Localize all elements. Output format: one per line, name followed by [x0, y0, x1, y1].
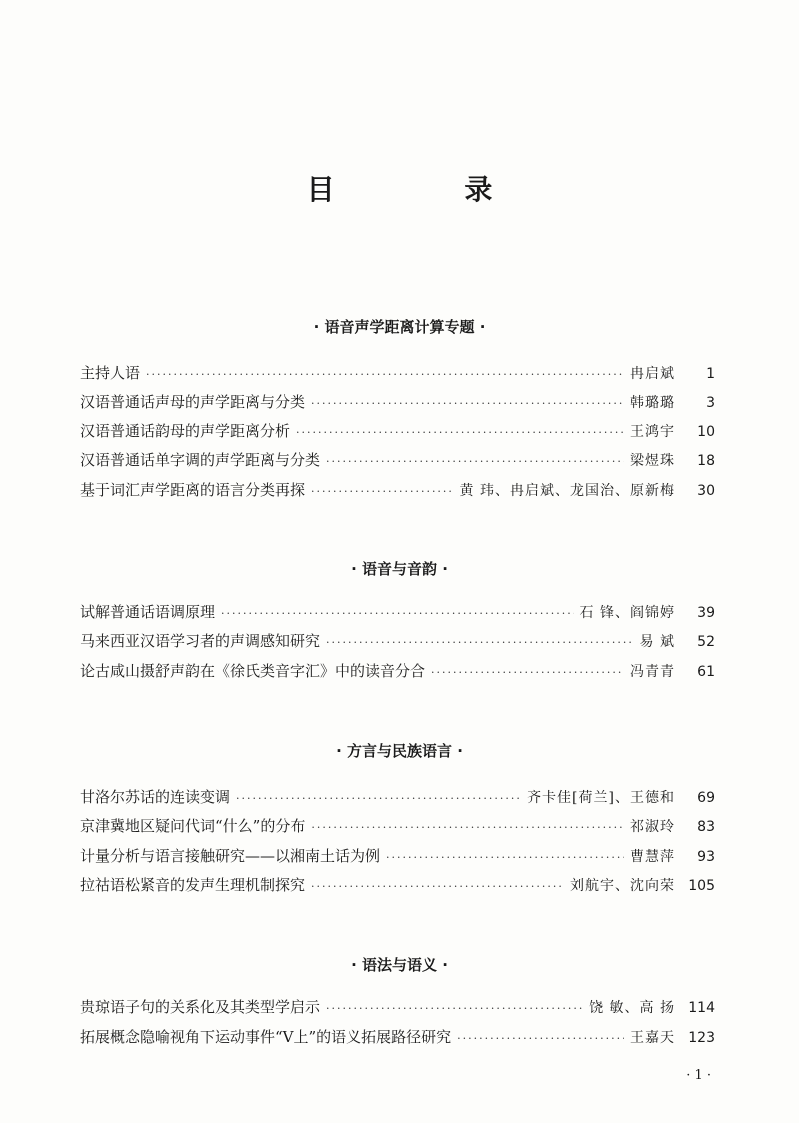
entry-title: 论古咸山摄舒声韵在《徐氏类音字汇》中的读音分合 — [80, 662, 426, 680]
entry-title: 计量分析与语言接触研究——以湘南土话为例 — [80, 847, 381, 865]
leader-dots — [326, 1002, 583, 1015]
entry-page: 18 — [697, 453, 715, 469]
entry-author: 祁淑玲 — [630, 819, 675, 835]
page-title: 目 录 — [306, 173, 553, 206]
entry-title: 贵琼语子句的关系化及其类型学启示 — [80, 998, 321, 1016]
leader-dots — [431, 666, 624, 679]
leader-dots — [311, 485, 454, 498]
toc-entry[interactable] — [80, 786, 715, 808]
entry-page: 123 — [688, 1030, 715, 1046]
entry-author: 石 锋、阎锦婷 — [579, 605, 675, 621]
toc-entry[interactable] — [80, 660, 715, 682]
entry-author: 冉启斌 — [630, 366, 675, 382]
leader-dots — [311, 880, 564, 893]
entry-title: 汉语普通话声母的声学距离与分类 — [80, 393, 306, 411]
entry-title: 主持人语 — [80, 364, 141, 382]
section-heading: · 语音声学距离计算专题 · — [313, 318, 486, 336]
entry-page: 105 — [688, 878, 715, 894]
section-heading: · 语法与语义 · — [351, 956, 448, 974]
section-heading: · 方言与民族语言 · — [336, 742, 463, 760]
entry-title: 拓展概念隐喻视角下运动事件“V上”的语义拓展路径研究 — [80, 1028, 452, 1046]
leader-dots — [386, 851, 624, 864]
leader-dots — [296, 426, 624, 439]
toc-entry[interactable] — [80, 479, 715, 501]
toc-entry[interactable] — [80, 449, 715, 471]
entry-author: 王鸿宇 — [630, 424, 675, 440]
leader-dots — [221, 607, 574, 620]
leader-dots — [326, 636, 634, 649]
entry-page: 93 — [697, 849, 715, 865]
entry-page: 61 — [697, 664, 715, 680]
toc-entry[interactable] — [80, 996, 715, 1018]
toc-entry[interactable] — [80, 601, 715, 623]
toc-entry[interactable] — [80, 630, 715, 652]
entry-author: 韩璐璐 — [630, 395, 675, 411]
toc-entry[interactable] — [80, 362, 715, 384]
toc-entry[interactable] — [80, 845, 715, 867]
leader-dots — [457, 1032, 624, 1045]
toc-entry[interactable] — [80, 874, 715, 896]
entry-author: 曹慧萍 — [630, 849, 675, 865]
leader-dots — [311, 821, 624, 834]
entry-author: 易 斌 — [639, 634, 675, 650]
entry-page: 3 — [706, 395, 715, 411]
entry-title: 汉语普通话韵母的声学距离分析 — [80, 422, 291, 440]
entry-page: 69 — [697, 790, 715, 806]
entry-title: 汉语普通话单字调的声学距离与分类 — [80, 451, 321, 469]
entry-author: 黄 玮、冉启斌、龙国治、原新梅 — [459, 483, 675, 499]
entry-title: 试解普通话语调原理 — [80, 603, 216, 621]
entry-author: 饶 敏、高 扬 — [589, 1000, 675, 1016]
entry-page: 10 — [697, 424, 715, 440]
entry-title: 甘洛尔苏话的连读变调 — [80, 788, 231, 806]
leader-dots — [236, 792, 521, 805]
toc-entry[interactable] — [80, 420, 715, 442]
toc-entry[interactable] — [80, 391, 715, 413]
toc-entry[interactable] — [80, 1026, 715, 1048]
entry-title: 拉祜语松紧音的发声生理机制探究 — [80, 876, 306, 894]
entry-author: 齐卡佳[荷兰]、王德和 — [527, 790, 675, 806]
entry-page: 83 — [697, 819, 715, 835]
leader-dots — [326, 455, 624, 468]
entry-author: 冯青青 — [630, 664, 675, 680]
entry-page: 52 — [697, 634, 715, 650]
leader-dots — [146, 368, 624, 381]
page-number: · 1 · — [686, 1068, 711, 1083]
entry-page: 39 — [697, 605, 715, 621]
entry-page: 30 — [697, 483, 715, 499]
entry-page: 114 — [688, 1000, 715, 1016]
entry-author: 王嘉天 — [630, 1030, 675, 1046]
entry-title: 马来西亚汉语学习者的声调感知研究 — [80, 632, 321, 650]
section-heading: · 语音与音韵 · — [351, 560, 448, 578]
entry-title: 京津冀地区疑问代词“什么”的分布 — [80, 817, 306, 835]
entry-author: 梁煜珠 — [630, 453, 675, 469]
entry-author: 刘航宇、沈向荣 — [570, 878, 675, 894]
leader-dots — [311, 397, 624, 410]
toc-entry[interactable] — [80, 815, 715, 837]
entry-page: 1 — [706, 366, 715, 382]
entry-title: 基于词汇声学距离的语言分类再探 — [80, 481, 306, 499]
